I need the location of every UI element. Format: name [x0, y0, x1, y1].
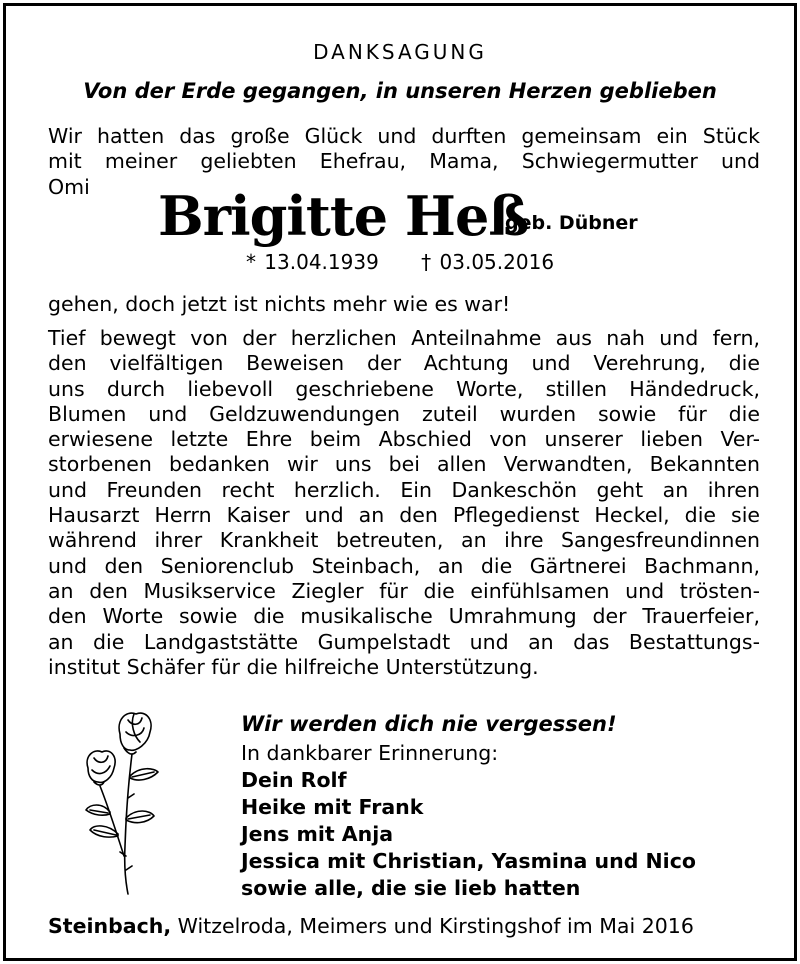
body-line: storbenen bedanken wir uns bei allen Verwandten, Bekannten — [48, 452, 760, 477]
heading: DANKSAGUNG — [313, 40, 487, 64]
intro-line: mit meiner geliebten Ehefrau, Mama, Schwiegermutter und — [48, 149, 760, 174]
body-line: den vielfältigen Beweisen der Achtung und Verehrung, die — [48, 351, 760, 376]
mourner-name: Jens mit Anja — [241, 822, 394, 846]
body-line: und den Seniorenclub Steinbach, an die Gärtnerei Bachmann, — [48, 553, 760, 578]
body-line: und Freunden recht herzlich. Ein Dankeschön geht an ihren — [48, 477, 760, 502]
rose-icon — [70, 706, 170, 896]
life-dates — [6, 250, 794, 274]
mourner-name: sowie alle, die sie lieb hatten — [241, 876, 581, 900]
closing-block — [241, 708, 761, 902]
footer-places — [48, 914, 694, 938]
footer-place-bold: Steinbach, — [48, 914, 172, 938]
maiden-name: geb. Dübner — [505, 212, 638, 234]
motto: Von der Erde gegangen, in unseren Herzen geblieben — [83, 79, 717, 103]
intro-line: Omi — [48, 174, 90, 199]
body-line: Blumen und Geldzuwendungen zuteil wurden sowie für die — [48, 401, 760, 426]
mourner-name: Heike mit Frank — [241, 795, 424, 819]
body-line: uns durch liebevoll geschriebene Worte, stillen Händedruck, — [48, 376, 760, 401]
body-line: den Worte sowie die musikalische Umrahmung der Trauerfeier, — [48, 604, 760, 629]
body-line: Hausarzt Herrn Kaiser und an den Pflegedienst Heckel, die sie — [48, 503, 760, 528]
deceased-name: Brigitte Heß — [158, 184, 529, 248]
body-line: Tief bewegt von der herzlichen Anteilnahme aus nah und fern, — [48, 326, 760, 350]
death-date: † 03.05.2016 — [421, 250, 555, 274]
body-line: institut Schäfer für die hilfreiche Unterstützung. — [48, 654, 539, 679]
birth-date: * 13.04.1939 — [245, 250, 379, 274]
mourner-name: Dein Rolf — [241, 768, 347, 792]
body-line: an die Landgaststätte Gumpelstadt und an das Bestattungs- — [48, 629, 760, 654]
obituary-card — [3, 3, 797, 961]
after-name-text — [48, 292, 760, 317]
closing-intro: In dankbarer Erinnerung: — [241, 741, 499, 765]
closing-motto: Wir werden dich nie vergessen! — [241, 712, 617, 736]
body-line: während ihrer Krankheit betreuten, an ihre Sangesfreundinnen — [48, 528, 760, 553]
footer-place-rest: Witzelroda, Meimers und Kirstingshof im Mai 2016 — [171, 914, 694, 938]
thanks-text — [48, 326, 760, 680]
body-line: erwiesene letzte Ehre beim Abschied von unserer lieben Ver- — [48, 427, 760, 452]
after-name-line: gehen, doch jetzt ist nichts mehr wie es war! — [48, 292, 511, 316]
body-line: an den Musikservice Ziegler für die einfühlsamen und trösten- — [48, 578, 760, 603]
intro-line: Wir hatten das große Glück und durften gemeinsam ein Stück — [48, 124, 760, 148]
mourner-name: Jessica mit Christian, Yasmina und Nico — [241, 849, 696, 873]
